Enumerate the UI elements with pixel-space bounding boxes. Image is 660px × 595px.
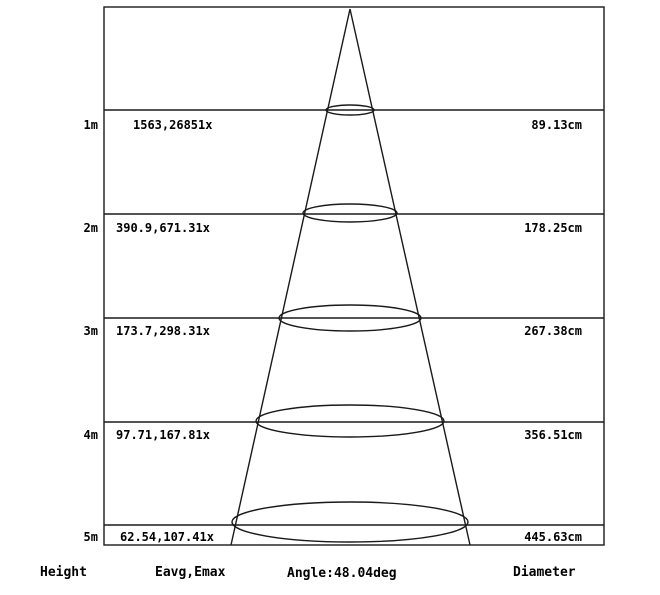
diameter-value-2m: 178.25cm [524,221,582,235]
illuminance-value-4m: 97.71,167.81x [116,428,210,442]
column-header-height: Height [40,565,87,580]
illuminance-value-5m: 62.54,107.41x [120,530,214,544]
diameter-value-1m: 89.13cm [531,118,582,132]
diameter-value-3m: 267.38cm [524,324,582,338]
height-value-2m: 2m [83,221,98,235]
height-value-4m: 4m [83,428,98,442]
height-value-3m: 3m [83,324,98,338]
height-value-5m: 5m [83,530,98,544]
illuminance-value-3m: 173.7,298.31x [116,324,210,338]
illuminance-value-1m: 1563,26851x [133,118,213,132]
diagram-frame [104,7,604,545]
beam-angle-label: Angle:48.04deg [287,566,397,581]
diameter-value-4m: 356.51cm [524,428,582,442]
column-header-diameter: Diameter [513,565,576,580]
column-header-illuminance: Eavg,Emax [155,565,226,580]
diameter-value-5m: 445.63cm [524,530,582,544]
illuminance-value-2m: 390.9,671.31x [116,221,210,235]
height-value-1m: 1m [83,118,98,132]
